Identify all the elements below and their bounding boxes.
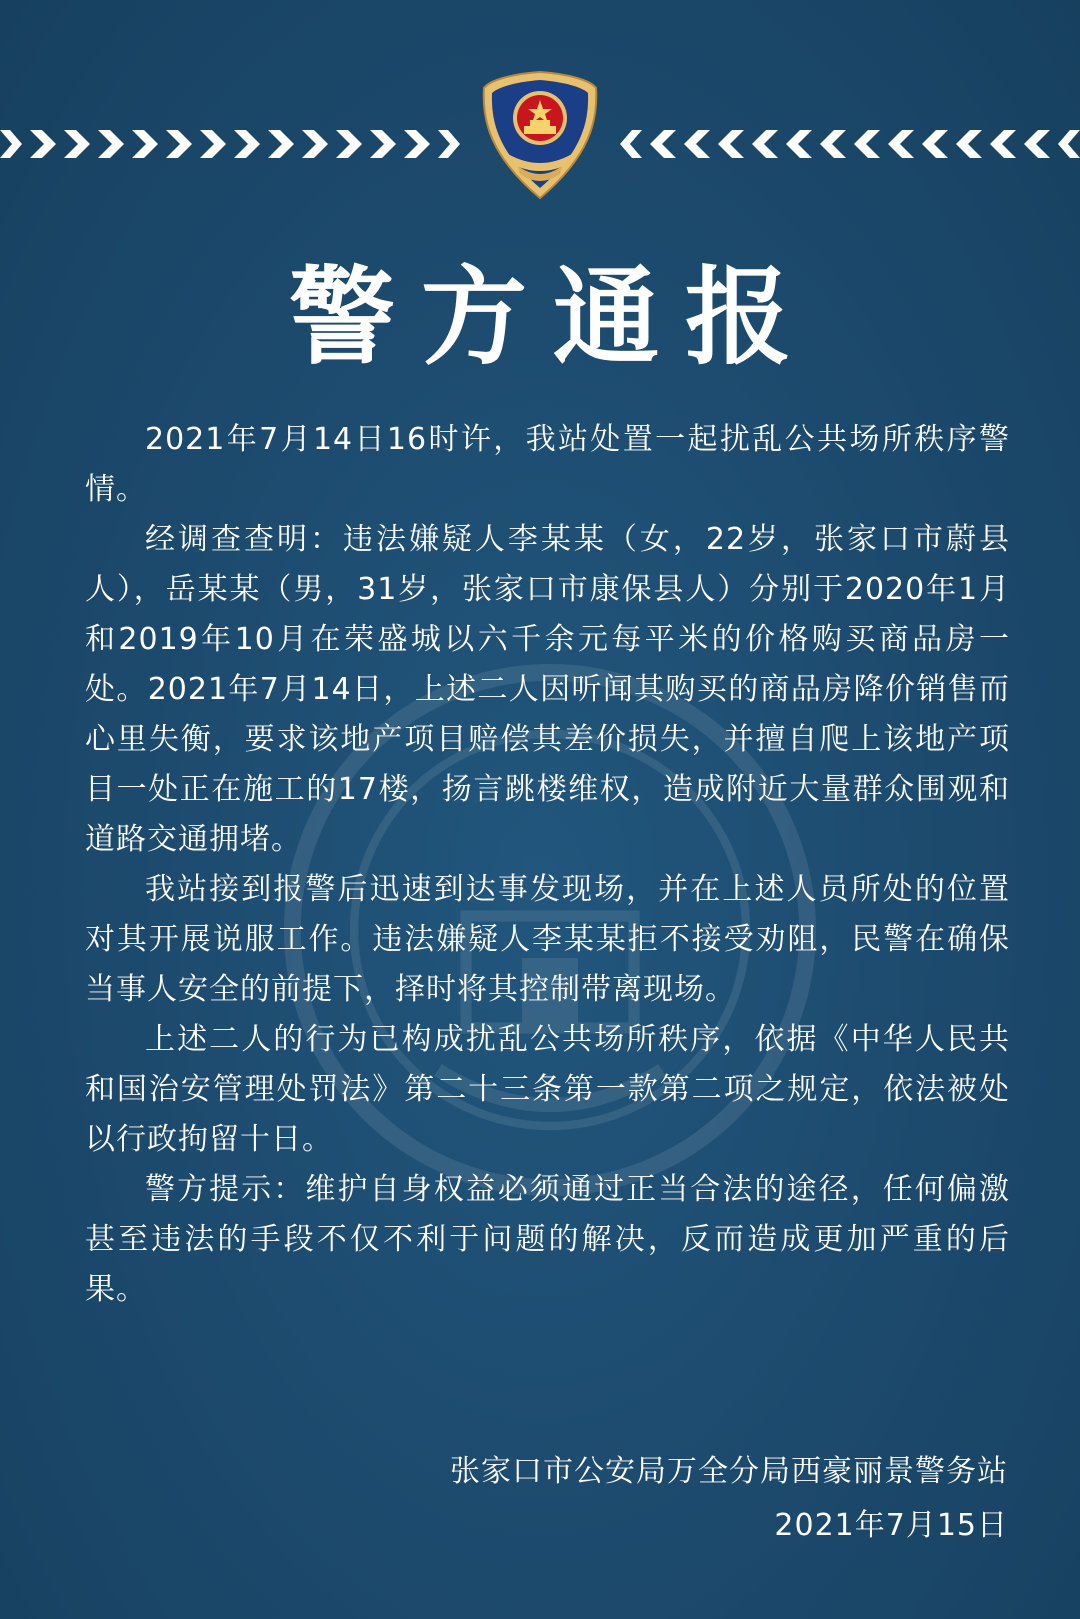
signature-block [450, 1445, 1008, 1553]
paragraph-penalty: 上述二人的行为已构成扰乱公共场所秩序，依据《中华人民共和国治安管理处罚法》第二十三条第一款第二项之规定，依法被处以行政拘留十日。 [85, 1022, 1010, 1157]
paragraph-response: 我站接到报警后迅速到达事发现场，并在上述人员所处的位置对其开展说服工作。违法嫌疑人李某某拒不接受劝阻，民警在确保当事人安全的前提下，择时将其控制带离现场。 [85, 872, 1010, 1007]
paragraph-investigation: 经调查查明：违法嫌疑人李某某（女，22岁，张家口市蔚县人），岳某某（男，31岁，张家口市康保县人）分别于2020年1月和2019年10月在荣盛城以六千余元每平米的价格购买商品房一处。2021年7月14日，上述二人因听闻其购买的商品房降价销售而心里失衡，要求该地产项目赔偿其差价损失，并擅自爬上该地产项目一处正在施工的17楼，扬言跳楼维权，造成附近大量群众围观和道路交通拥堵。 [85, 522, 1010, 857]
police-emblem-icon [478, 70, 602, 202]
signature-date: 2021年7月15日 [774, 1508, 1008, 1543]
chevron-row-right [620, 124, 1080, 164]
page-title: 警方通报 [289, 256, 817, 379]
paragraph-reminder: 警方提示：维护自身权益必须通过正当合法的途径，任何偏激甚至违法的手段不仅不利于问题的解决，反而造成更加严重的后果。 [85, 1172, 1010, 1307]
header-banner [0, 70, 1080, 210]
chevron-row-left [0, 124, 460, 164]
paragraph-incident: 2021年7月14日16时许，我站处置一起扰乱公共场所秩序警情。 [85, 422, 1010, 507]
notice-body [85, 415, 1010, 1315]
signature-organization: 张家口市公安局万全分局西豪丽景警务站 [450, 1454, 1008, 1489]
